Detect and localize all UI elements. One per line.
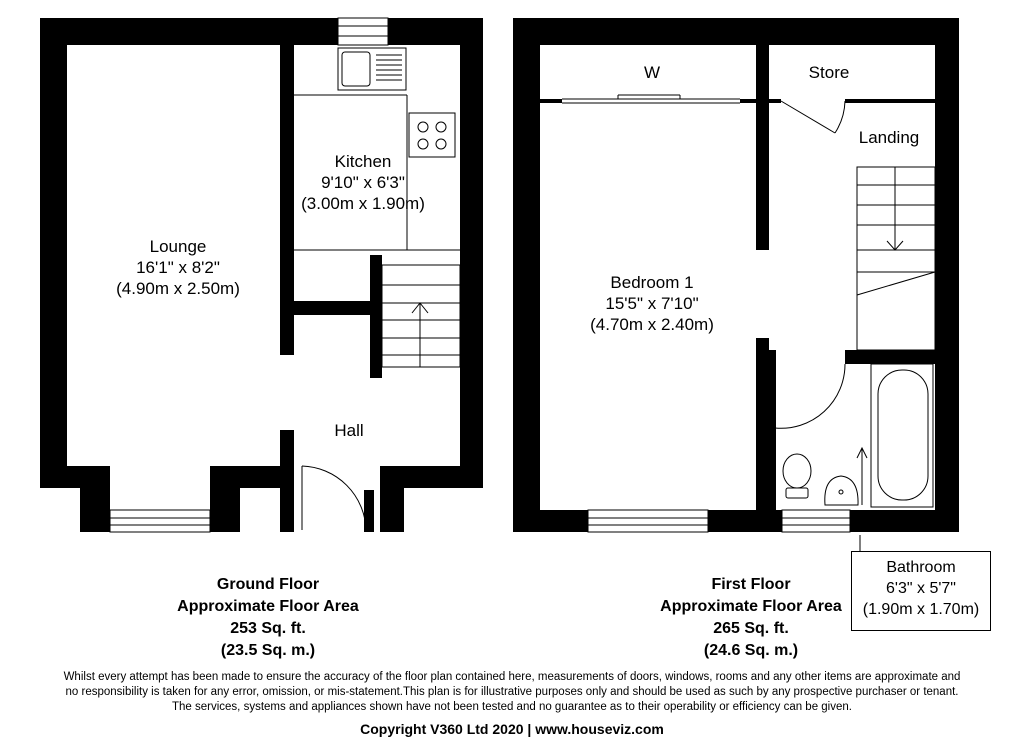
kitchen-fittings <box>294 48 460 250</box>
store-door <box>781 101 845 133</box>
ground-floor-title: Ground Floor <box>216 576 320 593</box>
kitchen-size-imperial: 9'10" x 6'3" <box>321 173 405 192</box>
bedroom-door <box>775 364 845 428</box>
bedroom1-size-metric: (4.70m x 2.40m) <box>590 315 714 334</box>
lounge-name: Lounge <box>149 237 207 256</box>
kitchen-size-metric: (3.00m x 1.90m) <box>301 194 425 213</box>
landing-name: Landing <box>858 128 920 147</box>
kitchen-name: Kitchen <box>334 152 392 171</box>
front-door <box>302 466 366 530</box>
first-floor-title: First Floor <box>711 576 791 593</box>
lounge-size-imperial: 16'1" x 8'2" <box>136 258 220 277</box>
first-floor-stairs <box>857 167 935 350</box>
bedroom1-label <box>590 272 714 335</box>
lounge-label <box>116 236 240 299</box>
disclaimer-line-1: Whilst every attempt has been made to ensure the accuracy of the floor plan contained here, measurements of doors, windows, rooms and any other items are approximate and <box>63 671 961 683</box>
bathroom-size-metric: (1.90m x 1.70m) <box>862 601 980 618</box>
store-label <box>809 62 850 83</box>
wardrobe-label <box>644 62 660 83</box>
disclaimer-line-3: The services, systems and appliances shown have not been tested and no guarantee as to their operability or efficiency can be given. <box>172 701 852 713</box>
disclaimer-line-2: no responsibility is taken for any error, omission, or mis-statement.This plan is for illustrative purposes only and should be used as such by any prospective purchaser or tenant. <box>65 686 959 698</box>
hall-label <box>334 420 363 441</box>
first-floor-summary <box>660 574 842 662</box>
bedroom1-name: Bedroom 1 <box>610 273 694 292</box>
disclaimer <box>0 670 1024 715</box>
ground-floor-walls <box>40 18 483 532</box>
first-floor-walls <box>513 18 959 532</box>
wardrobe-doors <box>562 95 740 103</box>
wardrobe-name: W <box>643 63 661 82</box>
bathroom-label <box>851 551 991 631</box>
bathroom-size-imperial: 6'3" x 5'7" <box>886 580 956 597</box>
kitchen-label <box>301 151 425 214</box>
ground-floor-stairs <box>382 265 460 367</box>
ground-floor-sqm: (23.5 Sq. m.) <box>220 642 316 659</box>
landing-label <box>859 127 920 148</box>
copyright: Copyright V360 Ltd 2020 | www.houseviz.com <box>360 721 664 737</box>
bedroom1-size-imperial: 15'5" x 7'10" <box>605 294 699 313</box>
lounge-size-metric: (4.90m x 2.50m) <box>116 279 240 298</box>
hall-name: Hall <box>334 421 364 440</box>
first-floor-area-label: Approximate Floor Area <box>660 598 842 615</box>
first-floor-sqft: 265 Sq. ft. <box>713 620 789 637</box>
ground-floor-sqft: 253 Sq. ft. <box>230 620 306 637</box>
bathroom-name: Bathroom <box>886 559 956 576</box>
bathroom-fittings <box>783 364 933 507</box>
store-name: Store <box>808 63 850 82</box>
first-floor-sqm: (24.6 Sq. m.) <box>703 642 799 659</box>
ground-floor-summary <box>177 574 359 662</box>
ground-floor-area-label: Approximate Floor Area <box>177 598 359 615</box>
